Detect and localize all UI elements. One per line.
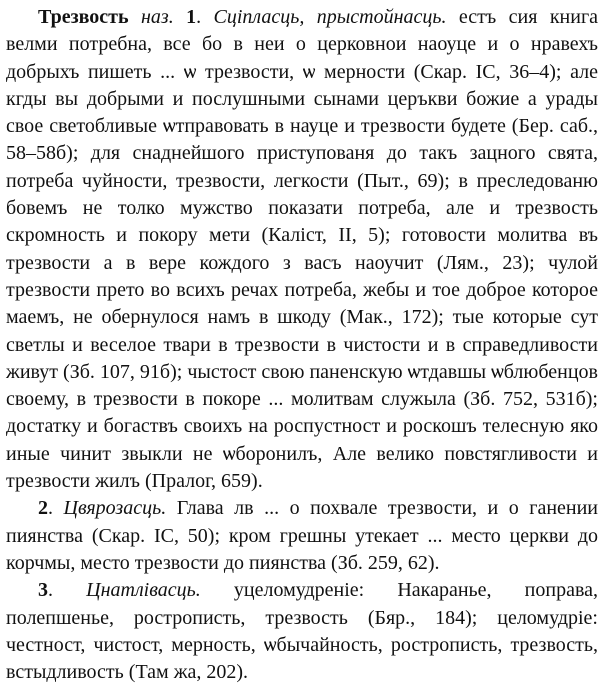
sense-text: естъ сия книга велми потребна, все бо в неи о церковнои наоуце и о нравехъ добрыхъ пишеть ... ѡ трезвости, ѡ мерности (Скар. ІС, 36–4); але кгды вы добрыми и послушными сынами церъкви божие а урады свое светобливые ѡтправовать в науце и трезвости будете (Бер. саб., 58–58б); для снаднейшого приступованя до такъ зацного свята, потреба чуйности, трезвости, легкости (Пыт., 69); в преследованю бовемъ не толко мужство показати потреба, але и трезвость скромность и покору мети (Каліст, ІІ, 5); готовости молитва въ трезвости а в вере кождого з васъ наоучит (Лям., 23); чулой трезвости прето во всихъ речах потреба, жебы и тое доброе которое маемъ, не обернулося намъ в шкоду (Мак., 172); тые которые сут светлы и веселое твари в трезвости в чистости и в справедливости живут (Зб. 107, 91б); чыстост свою паненскую ѡтдавшы ѡблюбенцов своему, в трезвости в покоре ... молитвам служыла (Зб. 752, 531б); достатку и богаствъ своихъ на роспустност и роскошъ телесную яко иные чинит звыкли не ѡборонилъ, Але велико повстягливости и трезвости жилъ (Пралог, 659). — [6, 6, 599, 493]
sense-gloss: Сціпласць, прыстойнасць. — [213, 6, 447, 28]
sense-text: Глава лв ... о похвале трезвости, и о ганении пиянства (Скар. ІС, 50); кром грешны утекает ... место церкви до корчмы, место трезвости до пиянства (Зб. 259, 62). — [6, 497, 599, 574]
sense-gloss: Цнатлівасць. — [86, 579, 201, 602]
part-of-speech: наз. — [140, 6, 174, 28]
sense-text: уцеломудреніе: Накаранье, поправа, полепшенье, рострописть, трезвость (Бяр., 184); целомудріе: честност, чистост, мерность, ѡбычайность, рострописть, трезвость, встыдливость (Там жа, 202). — [6, 579, 598, 684]
headword: Трезвость — [38, 6, 129, 28]
sense-2-paragraph: 2. Цвярозасць. Глава лв ... о похвале трезвости, и о ганении пиянства (Скар. ІС, 50); кром грешны утекает ... место церкви до корчмы, место трезвости до пиянства (Зб. 259, 62). — [6, 497, 599, 574]
sense-number: 2 — [38, 497, 48, 520]
sense-number: 3 — [38, 579, 48, 602]
sense-number: 1 — [186, 6, 197, 28]
sense-1-paragraph: Трезвость наз. 1. Сціпласць, прыстойнасць. естъ сия книга велми потребна, все бо в неи о церковнои наоуце и о нравехъ добрыхъ пишеть ... ѡ трезвости, ѡ мерности (Скар. ІС, 36–4); але кгды вы добрыми и послушными сынами церъкви божие а урады свое светобливые ѡтправовать в науце и трезвости будете (Бер. саб., 58–58б); для снаднейшого приступованя до такъ зацного свята, потреба чуйности, трезвости, легкости (Пыт., 69); в преследованю бовемъ не толко мужство показати потреба, але и трезвость скромность и покору мети (Каліст, ІІ, 5); готовости молитва въ трезвости а в вере кождого з васъ наоучит (Лям., 23); чулой трезвости прето во всихъ речах потреба, жебы и тое доброе которое маемъ, не обернулося намъ в шкоду (Мак., 172); тые которые сут светлы и веселое твари в трезвости в чистости и в справедливости живут (Зб. 107, 91б); чыстост свою паненскую ѡтдавшы ѡблюбенцов своему, в трезвости в покоре ... молитвам служыла (Зб. 752, 531б); достатку и богаствъ своихъ на роспустност и роскошъ телесную яко иные чинит звыкли не ѡборонилъ, Але велико повстягливости и трезвости жилъ (Пралог, 659). — [6, 6, 599, 493]
sense-gloss: Цвярозасць. — [63, 497, 167, 520]
sense-3-paragraph: 3. Цнатлівасць. уцеломудреніе: Накаранье, поправа, полепшенье, рострописть, трезвость (Бяр., 184); целомудріе: честност, чистост, мерность, ѡбычайность, рострописть, трезвость, встыдливость (Там жа, 202). — [6, 579, 598, 684]
